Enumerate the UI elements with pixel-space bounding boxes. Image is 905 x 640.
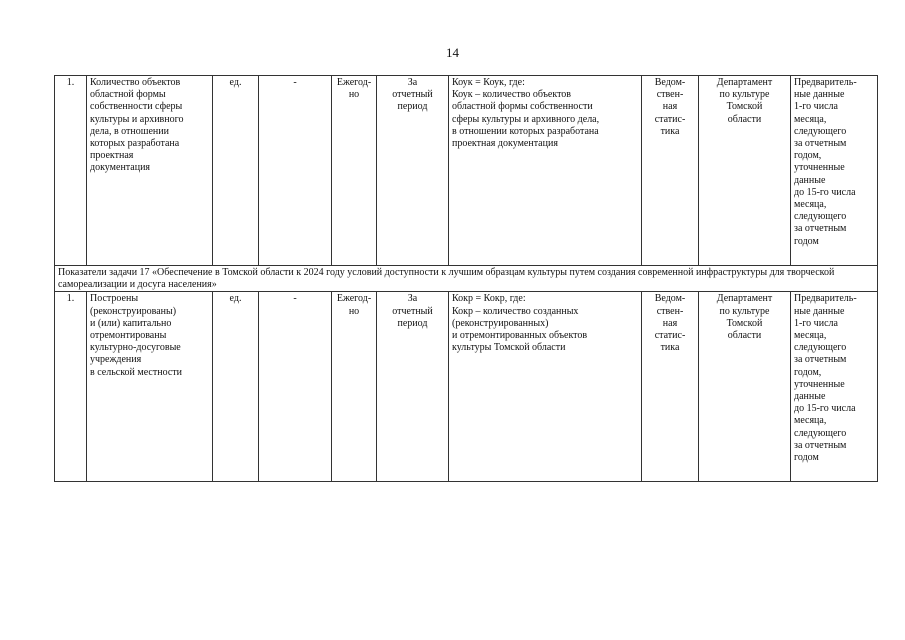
deadline-cell: Предваритель- ные данные 1-го числа месяца, следующего за отчетным годом, уточненные данные до 15-го числа месяца, следующего за отчетным годом xyxy=(791,292,878,482)
period-cell: За отчетный период xyxy=(377,76,449,266)
indicator-name: Построены (реконструированы) и (или) капитально отремонтированы культурно-досуговые учреждения в сельской местности xyxy=(87,292,213,482)
period-cell: За отчетный период xyxy=(377,292,449,482)
unit-cell: ед. xyxy=(213,76,259,266)
page-number: 14 xyxy=(446,45,459,60)
department-cell: Департамент по культуре Томской области xyxy=(699,76,791,266)
unit-cell: ед. xyxy=(213,292,259,482)
row-number: 1. xyxy=(55,292,87,482)
source-cell: Ведом- ствен- ная статис- тика xyxy=(642,76,699,266)
table-row xyxy=(55,292,878,482)
frequency-cell: Ежегод- но xyxy=(332,292,377,482)
dash-cell: - xyxy=(259,292,332,482)
formula-cell: Коук = Коук, где: Коук – количество объектов областной формы собственности сферы культуры и архивного дела, в отношении которых разработана проектная документация xyxy=(449,76,642,266)
deadline-cell: Предваритель- ные данные 1-го числа месяца, следующего за отчетным годом, уточненные данные до 15-го числа месяца, следующего за отчетным годом xyxy=(791,76,878,266)
department-cell: Департамент по культуре Томской области xyxy=(699,292,791,482)
frequency-cell: Ежегод- но xyxy=(332,76,377,266)
section-row xyxy=(55,266,878,292)
indicator-name: Количество объектов областной формы собственности сферы культуры и архивного дела, в отношении которых разработана проектная документация xyxy=(87,76,213,266)
indicators-table xyxy=(54,75,878,482)
row-number: 1. xyxy=(55,76,87,266)
formula-cell: Кокр = Кокр, где: Кокр – количество созданных (реконструированных) и отремонтированных объектов культуры Томской области xyxy=(449,292,642,482)
dash-cell: - xyxy=(259,76,332,266)
table-row xyxy=(55,76,878,266)
section-header: Показатели задачи 17 «Обеспечение в Томской области к 2024 году условий доступности к лучшим образцам культуры путем создания современной инфраструктуры для творческой самореализации и досуга населения» xyxy=(55,266,878,292)
source-cell: Ведом- ствен- ная статис- тика xyxy=(642,292,699,482)
